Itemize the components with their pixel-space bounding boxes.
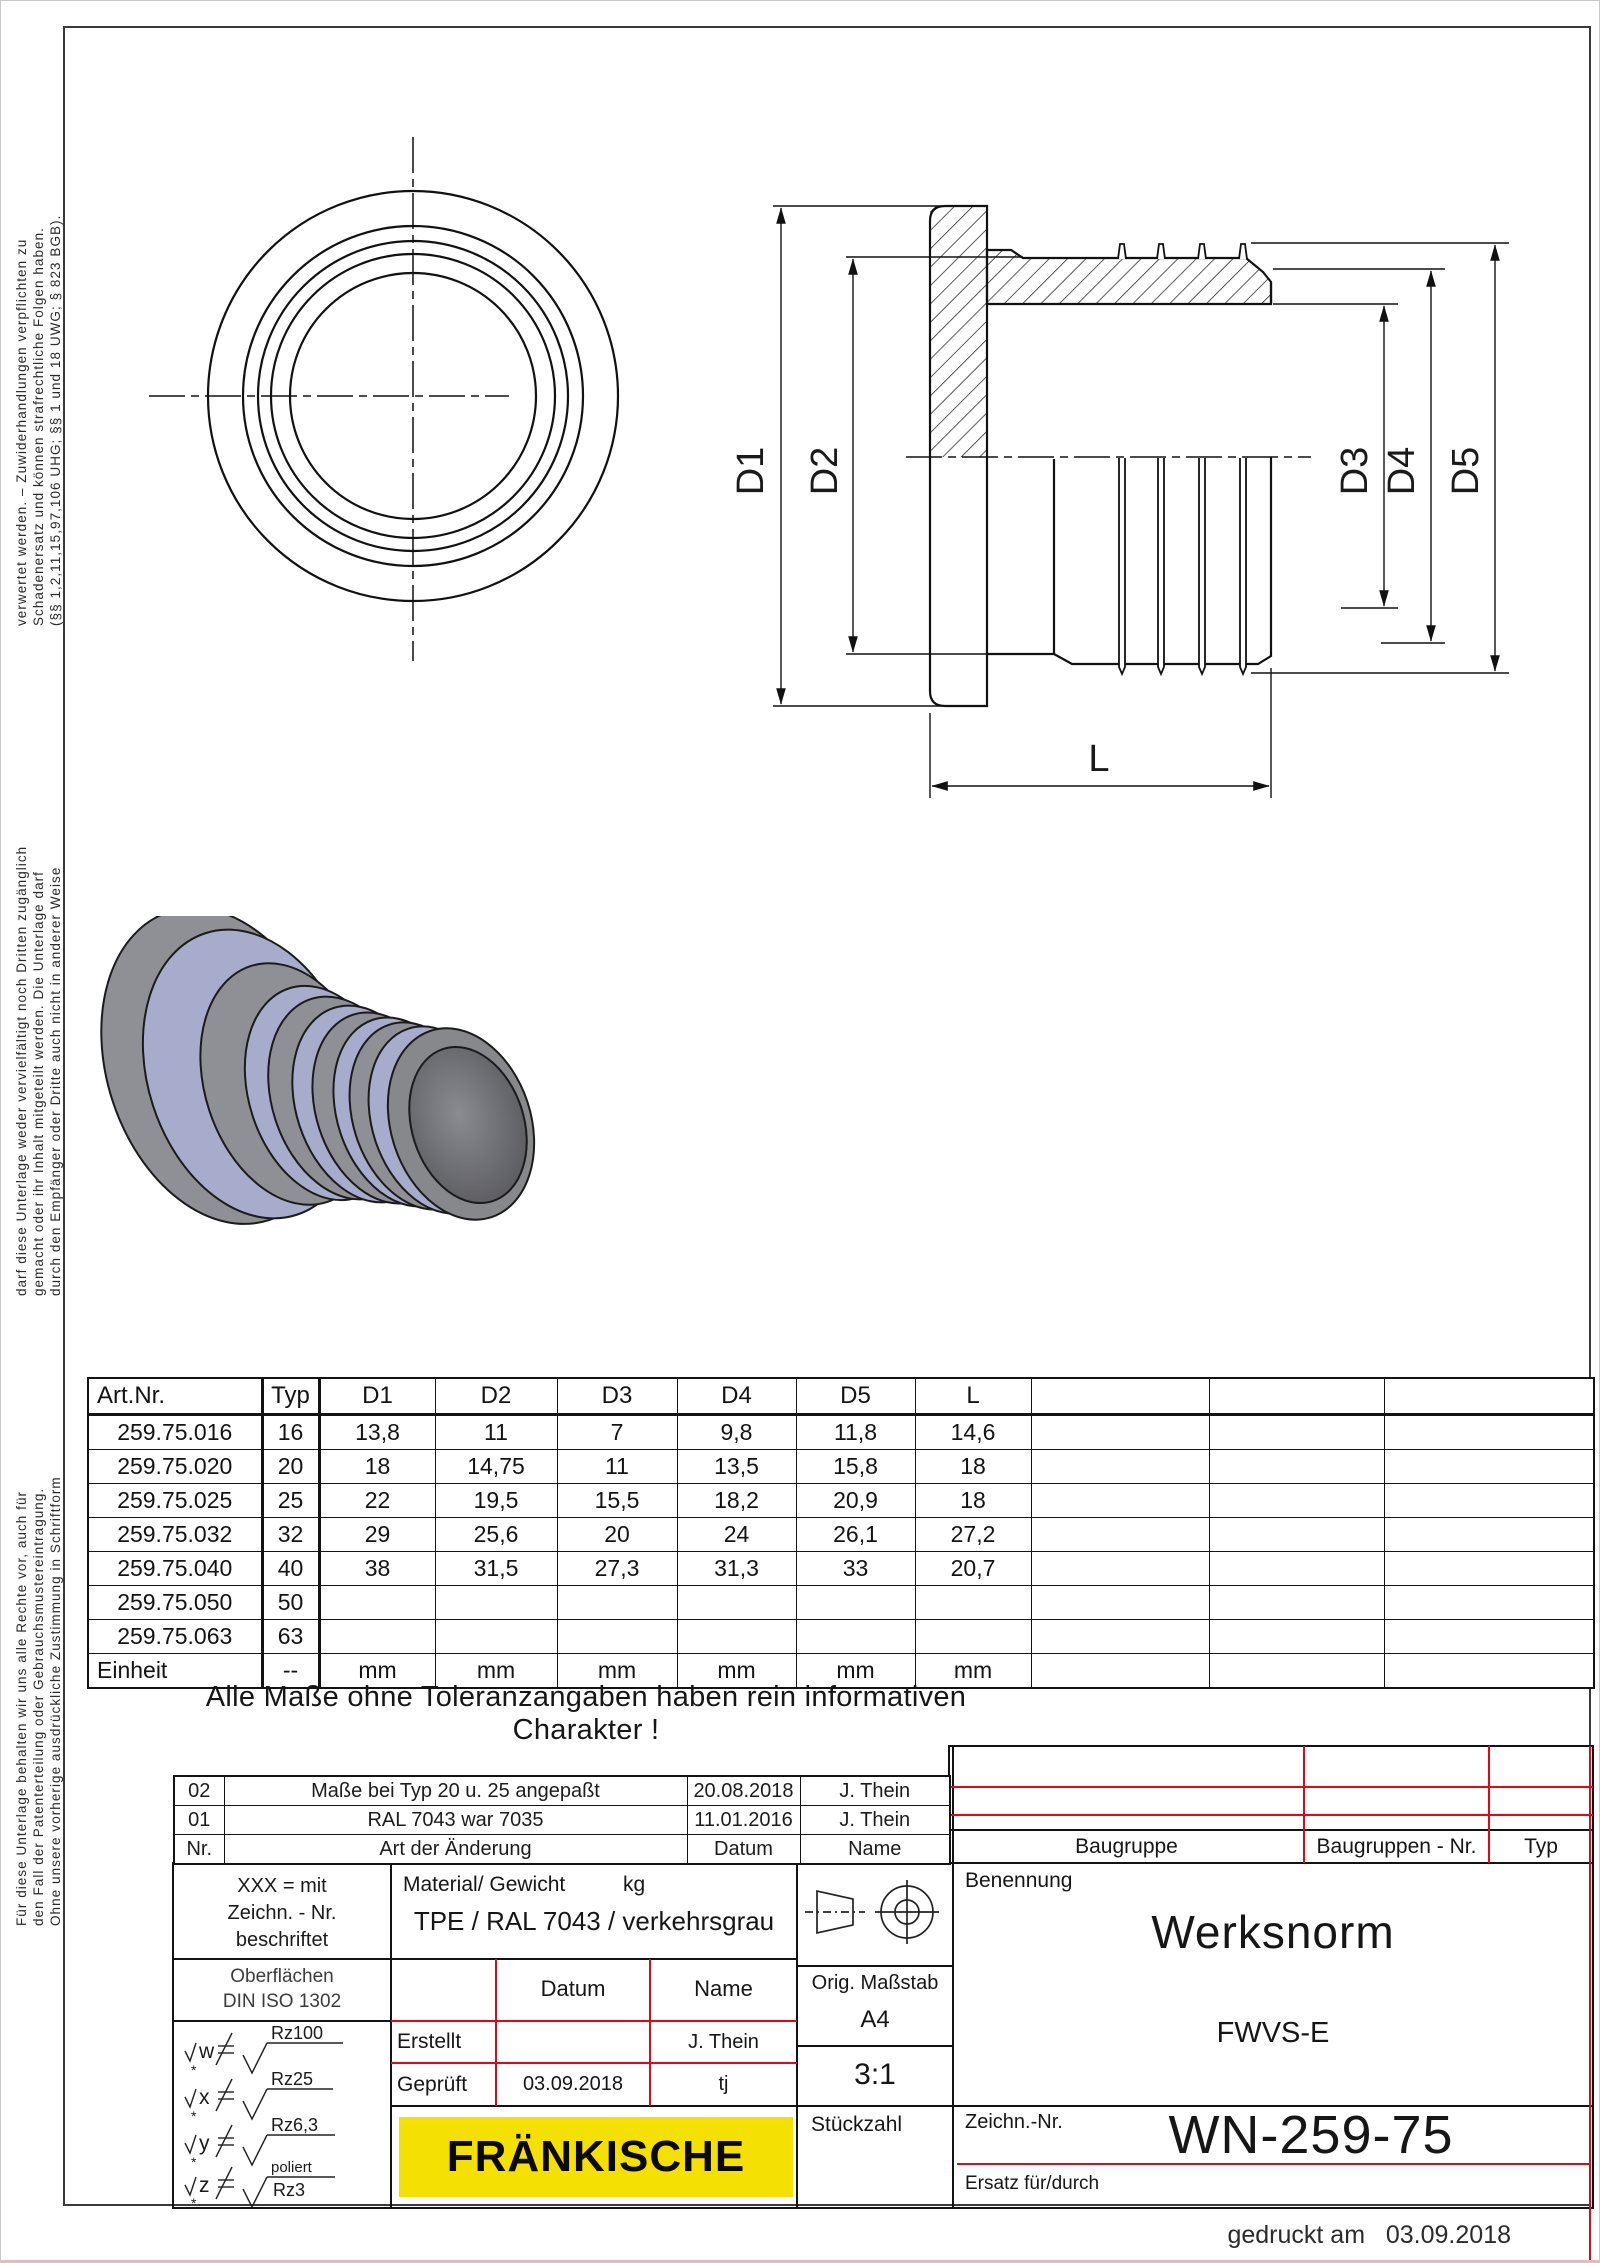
revision-row	[174, 1776, 950, 1806]
cell: 15,5	[557, 1484, 677, 1518]
geprueft-date: 03.09.2018	[522, 2073, 624, 2095]
legal-text-bottom: Für diese Unterlage behalten wir uns alle Rechte vor, auch für den Fall der Patenterteilung oder Gebrauchsmustereintragung. Ohne unsere vorherige ausdrückliche Zustimmung in Schriftform	[14, 1476, 63, 1926]
cell: 02	[174, 1776, 224, 1806]
header-cell: D5	[796, 1378, 915, 1415]
table-row	[88, 1620, 1594, 1654]
cell	[796, 1586, 915, 1620]
svg-text:L: L	[1088, 738, 1110, 780]
cell: 40	[262, 1552, 319, 1586]
legal-text-top: verwertet werden. – Zuwiderhandlungen verpflichten zu Schadenersatz und können strafrechtliche Folgen haben. (§§ 1,2,11,15,97,106 UHG; §§ 1 und 18 UWG; § 823 BGB).	[14, 214, 63, 626]
cell: J. Thein	[800, 1806, 950, 1835]
cell	[319, 1586, 435, 1620]
cell	[1384, 1518, 1594, 1552]
baugruppe-label: Baugruppe	[1075, 1834, 1178, 1858]
cell	[1031, 1518, 1209, 1552]
cell: 20	[262, 1450, 319, 1484]
svg-text:x: x	[199, 2086, 210, 2109]
table-row	[88, 1518, 1594, 1552]
header-cell: D3	[557, 1378, 677, 1415]
svg-text:Rz25: Rz25	[271, 2071, 314, 2089]
cell	[1209, 1484, 1384, 1518]
projection-symbol-icon	[801, 1875, 951, 1949]
cell: Einheit	[88, 1654, 262, 1689]
cell: 33	[796, 1552, 915, 1586]
scale-value: 3:1	[854, 2058, 896, 2091]
cell	[915, 1620, 1031, 1654]
cell: J. Thein	[800, 1776, 950, 1806]
cell: 259.75.032	[88, 1518, 262, 1552]
cell	[1031, 1620, 1209, 1654]
drawing-subtitle: FWVS-E	[1216, 2016, 1330, 2049]
stueckzahl-label: Stückzahl	[811, 2113, 903, 2136]
material-value: TPE / RAL 7043 / verkehrsgrau	[413, 1905, 775, 1936]
cell	[1209, 1586, 1384, 1620]
cell: 27,2	[915, 1518, 1031, 1552]
cell: Maße bei Typ 20 u. 25 angepaßt	[224, 1776, 687, 1806]
material-unit: kg	[623, 1873, 646, 1896]
surface-symbol-rz3	[183, 2155, 413, 2214]
dimension-labels	[730, 447, 1487, 780]
ersatz-label: Ersatz für/durch	[965, 2173, 1100, 2194]
cell	[1209, 1415, 1384, 1450]
cell: 9,8	[677, 1415, 796, 1450]
cell: 259.75.020	[88, 1450, 262, 1484]
cell	[435, 1586, 557, 1620]
cell: 7	[557, 1415, 677, 1450]
cell	[1384, 1415, 1594, 1450]
cell	[1384, 1620, 1594, 1654]
technical-drawing	[1, 1, 1600, 901]
cell: 20	[557, 1518, 677, 1552]
table-row	[88, 1415, 1594, 1450]
header-cell: Typ	[262, 1378, 319, 1415]
geprueft-name: tj	[718, 2073, 729, 2095]
part-3d-render	[91, 916, 631, 1261]
print-stamp	[901, 2221, 1511, 2250]
cell: 25,6	[435, 1518, 557, 1552]
cell: 259.75.063	[88, 1620, 262, 1654]
cell: mm	[557, 1654, 677, 1689]
svg-text:y: y	[199, 2132, 210, 2155]
cell: 32	[262, 1518, 319, 1552]
cell	[319, 1620, 435, 1654]
erstellt-label: Erstellt	[397, 2030, 462, 2053]
svg-text:*: *	[191, 2195, 197, 2209]
cell: Name	[800, 1835, 950, 1865]
cell: 11.01.2016	[687, 1806, 800, 1835]
svg-text:z: z	[199, 2174, 210, 2197]
erstellt-name: J. Thein	[688, 2030, 759, 2053]
cell: 18	[319, 1450, 435, 1484]
cell	[1384, 1586, 1594, 1620]
cell: 22	[319, 1484, 435, 1518]
drawing-title: Werksnorm	[1151, 1906, 1395, 1958]
cell	[1209, 1518, 1384, 1552]
cell	[1031, 1552, 1209, 1586]
cell	[1031, 1415, 1209, 1450]
svg-text:*: *	[191, 2062, 197, 2078]
cell: Art der Änderung	[224, 1835, 687, 1865]
material-label: Material/ Gewicht	[403, 1873, 566, 1896]
cell	[1209, 1450, 1384, 1484]
name-header: Name	[694, 1976, 753, 2001]
geprueft-label: Geprüft	[397, 2072, 468, 2096]
cell: 19,5	[435, 1484, 557, 1518]
cell: 11,8	[796, 1415, 915, 1450]
svg-text:D5: D5	[1445, 446, 1487, 496]
table-row	[88, 1586, 1594, 1620]
cell	[915, 1586, 1031, 1620]
header-cell	[1209, 1378, 1384, 1415]
cell: 31,3	[677, 1552, 796, 1586]
svg-text:D2: D2	[804, 446, 846, 496]
typ-label: Typ	[1524, 1834, 1558, 1858]
cell	[1031, 1484, 1209, 1518]
table-header-row	[88, 1378, 1594, 1415]
svg-text:poliert: poliert	[271, 2159, 312, 2176]
cell	[1384, 1654, 1594, 1689]
svg-text:*: *	[191, 2154, 197, 2170]
cell: Datum	[687, 1835, 800, 1865]
massstab-label: Orig. Maßstab	[811, 1971, 939, 1994]
section-view	[906, 206, 1311, 706]
header-cell: D4	[677, 1378, 796, 1415]
cell	[557, 1620, 677, 1654]
header-cell	[1384, 1378, 1594, 1415]
table-row	[88, 1552, 1594, 1586]
header-cell: Art.Nr.	[88, 1378, 262, 1415]
fraenkische-logo: FRÄNKISCHE	[399, 2117, 793, 2197]
cell: 13,8	[319, 1415, 435, 1450]
revision-table	[173, 1775, 951, 1865]
revision-row	[174, 1806, 950, 1835]
cell: 01	[174, 1806, 224, 1835]
dimension-table	[87, 1377, 1595, 1689]
cell	[435, 1620, 557, 1654]
cell	[677, 1620, 796, 1654]
svg-text:Rz6,3: Rz6,3	[271, 2117, 319, 2135]
cell	[1384, 1450, 1594, 1484]
cell	[1031, 1450, 1209, 1484]
cell: 15,8	[796, 1450, 915, 1484]
cell: 18,2	[677, 1484, 796, 1518]
cell: mm	[319, 1654, 435, 1689]
tolerance-note: Alle Maße ohne Toleranzangaben haben rein informativen Charakter !	[205, 1681, 967, 1746]
cell: 259.75.040	[88, 1552, 262, 1586]
zeichn-nr-label: Zeichn.-Nr.	[965, 2111, 1063, 2133]
cell: 259.75.016	[88, 1415, 262, 1450]
cell: 13,5	[677, 1450, 796, 1484]
cell: 20.08.2018	[687, 1776, 800, 1806]
legal-text-middle: darf diese Unterlage weder vervielfältigt noch Dritten zugänglich gemacht oder ihr Inhalt mitgeteilt werden. Die Unterlage darf durch den Empfänger oder Dritte auch nicht in anderer Weise	[14, 845, 63, 1296]
cell: Nr.	[174, 1835, 224, 1865]
header-cell	[1031, 1378, 1209, 1415]
cell: 38	[319, 1552, 435, 1586]
cell	[1031, 1654, 1209, 1689]
cell: mm	[796, 1654, 915, 1689]
cell: 20,9	[796, 1484, 915, 1518]
cell: 20,7	[915, 1552, 1031, 1586]
cell: 29	[319, 1518, 435, 1552]
cell: 24	[677, 1518, 796, 1552]
xxx-note: XXX = mit Zeichn. - Nr. beschriftet	[227, 1875, 337, 1951]
print-stamp-label: gedruckt am	[1227, 2221, 1366, 2249]
cell	[1384, 1484, 1594, 1518]
svg-text:w: w	[199, 2040, 215, 2063]
header-cell: D2	[435, 1378, 557, 1415]
cell: --	[262, 1654, 319, 1689]
revision-header-row	[174, 1835, 950, 1865]
cell: 26,1	[796, 1518, 915, 1552]
cell: 11	[557, 1450, 677, 1484]
cell: 18	[915, 1450, 1031, 1484]
benennung-label: Benennung	[965, 1869, 1073, 1892]
cell: 259.75.050	[88, 1586, 262, 1620]
cell	[796, 1620, 915, 1654]
svg-text:D3: D3	[1334, 446, 1376, 496]
cell: mm	[435, 1654, 557, 1689]
cell: 259.75.025	[88, 1484, 262, 1518]
cell: 18	[915, 1484, 1031, 1518]
cell	[1384, 1552, 1594, 1586]
cell: 27,3	[557, 1552, 677, 1586]
svg-text:D4: D4	[1381, 446, 1423, 496]
cell: mm	[677, 1654, 796, 1689]
baugruppen-nr-label: Baugruppen - Nr.	[1316, 1834, 1477, 1858]
cell: 16	[262, 1415, 319, 1450]
header-cell: D1	[319, 1378, 435, 1415]
cell: 11	[435, 1415, 557, 1450]
svg-text:D1: D1	[730, 446, 772, 496]
cell: 14,75	[435, 1450, 557, 1484]
cell: 63	[262, 1620, 319, 1654]
table-row	[88, 1450, 1594, 1484]
svg-text:*: *	[191, 2108, 197, 2124]
cell	[677, 1586, 796, 1620]
cell	[1031, 1586, 1209, 1620]
cell	[1209, 1552, 1384, 1586]
cell	[557, 1586, 677, 1620]
header-cell: L	[915, 1378, 1031, 1415]
svg-text:Rz100: Rz100	[271, 2025, 324, 2043]
cell: 50	[262, 1586, 319, 1620]
cell	[1209, 1620, 1384, 1654]
table-row	[88, 1484, 1594, 1518]
cell: RAL 7043 war 7035	[224, 1806, 687, 1835]
cell: 31,5	[435, 1552, 557, 1586]
svg-text:Rz3: Rz3	[273, 2180, 306, 2200]
datum-header: Datum	[540, 1976, 606, 2001]
print-stamp-date: 03.09.2018	[1385, 2221, 1511, 2249]
cell	[1209, 1654, 1384, 1689]
format-value: A4	[860, 2006, 890, 2033]
cell: mm	[915, 1654, 1031, 1689]
drawing-number: WN-259-75	[1168, 2105, 1454, 2165]
surface-standard-label: Oberflächen DIN ISO 1302	[222, 1966, 342, 2012]
cell: 14,6	[915, 1415, 1031, 1450]
cell: 25	[262, 1484, 319, 1518]
front-view	[149, 137, 618, 661]
